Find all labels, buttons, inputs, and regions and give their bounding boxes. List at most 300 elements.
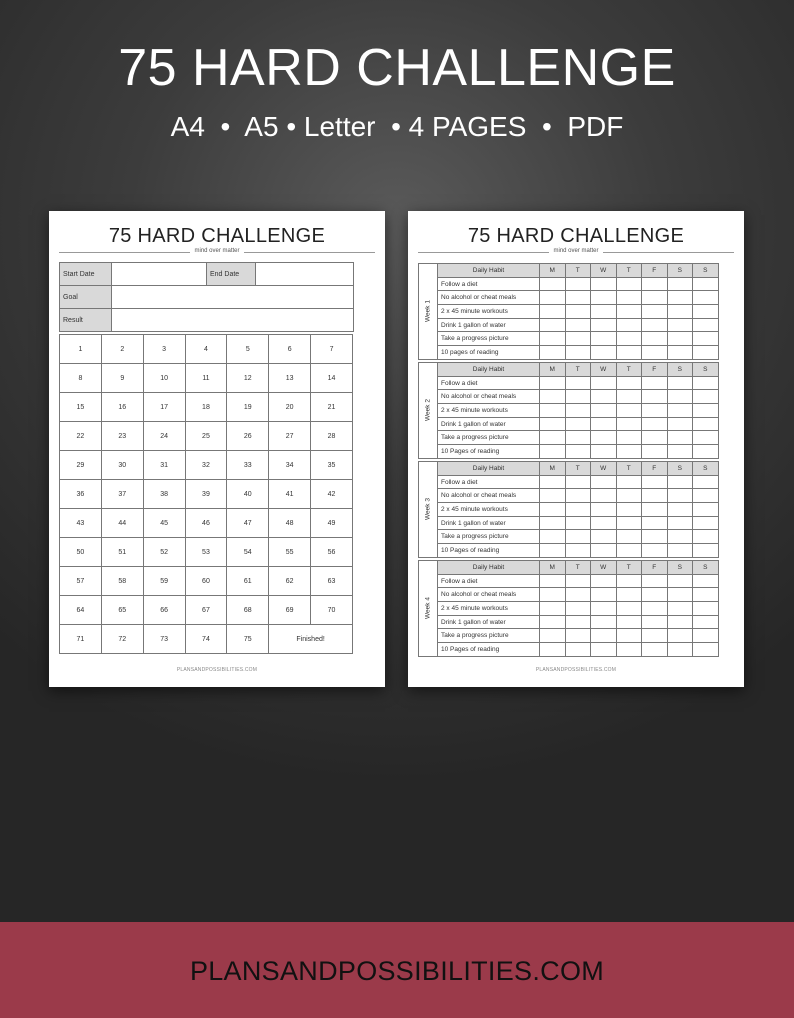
check-cell — [616, 346, 642, 360]
day-cell: 67 — [185, 596, 227, 625]
check-cell — [540, 530, 566, 544]
day-cell: 9 — [101, 364, 143, 393]
table-row — [419, 574, 719, 588]
check-cell — [565, 588, 591, 602]
habit-label: No alcohol or cheat meals — [438, 588, 540, 602]
day-cell: 64 — [60, 596, 102, 625]
check-cell — [667, 503, 693, 517]
table-row — [60, 625, 353, 654]
start-date-label: Start Date — [60, 263, 112, 286]
check-cell — [642, 588, 668, 602]
table-row — [60, 596, 353, 625]
day-cell: 59 — [143, 567, 185, 596]
check-cell — [540, 445, 566, 459]
day-cell: 50 — [60, 538, 102, 567]
habit-label: Drink 1 gallon of water — [438, 318, 540, 332]
check-cell — [693, 503, 719, 517]
check-cell — [667, 489, 693, 503]
day-cell: 1 — [60, 335, 102, 364]
habit-label: Follow a diet — [438, 376, 540, 390]
table-row — [419, 516, 719, 530]
table-row — [419, 643, 719, 657]
check-cell — [616, 332, 642, 346]
check-cell — [540, 291, 566, 305]
check-cell — [616, 390, 642, 404]
habit-column-header: Daily Habit — [438, 363, 540, 377]
day-cell: 65 — [101, 596, 143, 625]
table-row — [419, 404, 719, 418]
check-cell — [616, 516, 642, 530]
goal-label: Goal — [60, 286, 112, 309]
check-cell — [540, 643, 566, 657]
day-cell: 51 — [101, 538, 143, 567]
check-cell — [642, 390, 668, 404]
table-row — [60, 451, 353, 480]
check-cell — [667, 291, 693, 305]
check-cell — [667, 318, 693, 332]
check-cell — [693, 376, 719, 390]
check-cell — [540, 574, 566, 588]
table-row — [419, 431, 719, 445]
check-cell — [642, 277, 668, 291]
days-grid — [59, 334, 353, 654]
check-cell — [616, 404, 642, 418]
check-cell — [642, 431, 668, 445]
check-cell — [667, 305, 693, 319]
check-cell — [565, 489, 591, 503]
day-cell: 62 — [269, 567, 311, 596]
check-cell — [616, 431, 642, 445]
habit-label: 2 x 45 minute workouts — [438, 404, 540, 418]
day-cell: 20 — [269, 393, 311, 422]
check-cell — [591, 516, 617, 530]
check-cell — [616, 615, 642, 629]
check-cell — [693, 574, 719, 588]
day-cell: 72 — [101, 625, 143, 654]
habit-label: Take a progress picture — [438, 629, 540, 643]
check-cell — [540, 602, 566, 616]
day-cell: 21 — [311, 393, 353, 422]
table-row — [60, 538, 353, 567]
check-cell — [565, 390, 591, 404]
check-cell — [667, 431, 693, 445]
check-cell — [540, 516, 566, 530]
week-label: Week 4 — [424, 597, 432, 620]
table-row — [60, 509, 353, 538]
check-cell — [667, 346, 693, 360]
page-footer: PLANSANDPOSSIBILITIES.COM — [535, 667, 617, 673]
check-cell — [565, 431, 591, 445]
table-row — [419, 544, 719, 558]
check-cell — [565, 475, 591, 489]
check-cell — [591, 602, 617, 616]
end-date-field — [256, 263, 354, 286]
check-cell — [693, 318, 719, 332]
table-row — [419, 390, 719, 404]
day-cell: 12 — [227, 364, 269, 393]
day-column-header: S — [693, 462, 719, 476]
day-cell: 4 — [185, 335, 227, 364]
day-cell: 49 — [311, 509, 353, 538]
check-cell — [565, 318, 591, 332]
table-row — [419, 588, 719, 602]
day-cell: 3 — [143, 335, 185, 364]
day-column-header: T — [616, 462, 642, 476]
check-cell — [693, 588, 719, 602]
check-cell — [540, 489, 566, 503]
page-title: 75 HARD CHALLENGE — [108, 225, 326, 247]
habit-label: 10 pages of reading — [438, 346, 540, 360]
check-cell — [591, 629, 617, 643]
check-cell — [591, 346, 617, 360]
table-row — [60, 567, 353, 596]
table-row — [60, 422, 353, 451]
day-cell: 32 — [185, 451, 227, 480]
habit-label: Follow a diet — [438, 277, 540, 291]
day-column-header: M — [540, 462, 566, 476]
check-cell — [540, 588, 566, 602]
day-cell: 57 — [60, 567, 102, 596]
day-column-header: S — [693, 264, 719, 278]
table-row — [419, 277, 719, 291]
day-cell: 2 — [101, 335, 143, 364]
tagline: mind over matter — [408, 248, 744, 254]
day-cell: 11 — [185, 364, 227, 393]
table-row — [419, 318, 719, 332]
check-cell — [642, 376, 668, 390]
goal-field — [112, 286, 354, 309]
habit-label: Take a progress picture — [438, 431, 540, 445]
check-cell — [667, 475, 693, 489]
habit-label: No alcohol or cheat meals — [438, 489, 540, 503]
table-row — [419, 503, 719, 517]
check-cell — [642, 404, 668, 418]
check-cell — [667, 602, 693, 616]
check-cell — [693, 445, 719, 459]
check-cell — [693, 516, 719, 530]
check-cell — [540, 277, 566, 291]
week-label: Week 2 — [424, 399, 432, 422]
check-cell — [642, 574, 668, 588]
check-cell — [693, 332, 719, 346]
check-cell — [591, 503, 617, 517]
check-cell — [540, 629, 566, 643]
day-column-header: T — [565, 363, 591, 377]
day-cell: 31 — [143, 451, 185, 480]
habit-label: Follow a diet — [438, 574, 540, 588]
check-cell — [565, 503, 591, 517]
table-row — [419, 376, 719, 390]
bottom-banner — [0, 922, 794, 1018]
check-cell — [667, 516, 693, 530]
check-cell — [591, 489, 617, 503]
habit-label: Follow a diet — [438, 475, 540, 489]
day-cell: 63 — [311, 567, 353, 596]
check-cell — [667, 588, 693, 602]
day-column-header: F — [642, 462, 668, 476]
day-column-header: T — [616, 363, 642, 377]
table-row — [419, 305, 719, 319]
habit-page-preview — [408, 211, 744, 687]
day-cell: 17 — [143, 393, 185, 422]
habit-column-header: Daily Habit — [438, 264, 540, 278]
day-column-header: S — [667, 462, 693, 476]
table-row — [419, 346, 719, 360]
day-column-header: S — [693, 561, 719, 575]
day-cell: 16 — [101, 393, 143, 422]
check-cell — [616, 489, 642, 503]
habit-label: 2 x 45 minute workouts — [438, 503, 540, 517]
page-footer: PLANSANDPOSSIBILITIES.COM — [176, 667, 258, 673]
habit-table — [418, 560, 719, 657]
day-column-header: S — [667, 363, 693, 377]
check-cell — [667, 376, 693, 390]
tagline: mind over matter — [49, 248, 385, 254]
check-cell — [693, 431, 719, 445]
day-cell: 48 — [269, 509, 311, 538]
day-cell: 74 — [185, 625, 227, 654]
check-cell — [591, 431, 617, 445]
check-cell — [642, 503, 668, 517]
check-cell — [591, 305, 617, 319]
table-row — [419, 489, 719, 503]
check-cell — [693, 417, 719, 431]
check-cell — [616, 602, 642, 616]
check-cell — [565, 643, 591, 657]
day-column-header: F — [642, 363, 668, 377]
check-cell — [591, 588, 617, 602]
check-cell — [565, 332, 591, 346]
check-cell — [565, 516, 591, 530]
habit-table — [418, 461, 719, 558]
check-cell — [667, 417, 693, 431]
day-column-header: T — [565, 462, 591, 476]
check-cell — [591, 404, 617, 418]
week-label-cell — [419, 462, 438, 558]
table-row — [419, 629, 719, 643]
day-cell: 69 — [269, 596, 311, 625]
day-cell: 44 — [101, 509, 143, 538]
check-cell — [693, 305, 719, 319]
check-cell — [642, 544, 668, 558]
day-column-header: T — [565, 264, 591, 278]
day-column-header: F — [642, 561, 668, 575]
habit-table — [418, 263, 719, 360]
check-cell — [693, 615, 719, 629]
check-cell — [591, 376, 617, 390]
check-cell — [565, 291, 591, 305]
habit-label: 10 Pages of reading — [438, 544, 540, 558]
table-row — [60, 286, 354, 309]
check-cell — [667, 574, 693, 588]
check-cell — [591, 390, 617, 404]
check-cell — [565, 544, 591, 558]
check-cell — [616, 445, 642, 459]
table-header-row — [419, 264, 719, 278]
habit-label: Take a progress picture — [438, 332, 540, 346]
day-cell: 75 — [227, 625, 269, 654]
day-cell: 43 — [60, 509, 102, 538]
check-cell — [591, 615, 617, 629]
check-cell — [693, 489, 719, 503]
check-cell — [565, 574, 591, 588]
check-cell — [616, 291, 642, 305]
day-cell: 40 — [227, 480, 269, 509]
check-cell — [591, 544, 617, 558]
check-cell — [616, 277, 642, 291]
table-row — [60, 335, 353, 364]
table-row — [419, 615, 719, 629]
check-cell — [616, 629, 642, 643]
check-cell — [591, 530, 617, 544]
check-cell — [591, 417, 617, 431]
day-column-header: S — [693, 363, 719, 377]
day-cell: 19 — [227, 393, 269, 422]
check-cell — [642, 318, 668, 332]
table-header-row — [419, 462, 719, 476]
day-column-header: M — [540, 264, 566, 278]
check-cell — [667, 332, 693, 346]
table-row — [419, 291, 719, 305]
day-cell: 38 — [143, 480, 185, 509]
day-cell: 54 — [227, 538, 269, 567]
check-cell — [642, 643, 668, 657]
day-column-header: T — [616, 561, 642, 575]
day-cell: 45 — [143, 509, 185, 538]
hero-title: 75 HARD CHALLENGE — [118, 39, 676, 97]
check-cell — [667, 404, 693, 418]
table-row — [419, 602, 719, 616]
day-cell: 18 — [185, 393, 227, 422]
check-cell — [642, 615, 668, 629]
table-header-row — [419, 363, 719, 377]
day-cell: 42 — [311, 480, 353, 509]
day-cell: 35 — [311, 451, 353, 480]
day-column-header: T — [565, 561, 591, 575]
check-cell — [591, 291, 617, 305]
check-cell — [616, 475, 642, 489]
table-row — [419, 475, 719, 489]
check-cell — [693, 544, 719, 558]
day-cell: 53 — [185, 538, 227, 567]
day-column-header: W — [591, 363, 617, 377]
check-cell — [616, 530, 642, 544]
check-cell — [667, 445, 693, 459]
check-cell — [642, 445, 668, 459]
check-cell — [667, 530, 693, 544]
check-cell — [616, 318, 642, 332]
day-cell: 66 — [143, 596, 185, 625]
day-cell: 22 — [60, 422, 102, 451]
check-cell — [693, 291, 719, 305]
check-cell — [642, 291, 668, 305]
result-label: Result — [60, 309, 112, 332]
table-header-row — [419, 561, 719, 575]
check-cell — [616, 544, 642, 558]
check-cell — [565, 445, 591, 459]
check-cell — [565, 417, 591, 431]
day-cell: 10 — [143, 364, 185, 393]
result-field — [112, 309, 354, 332]
day-cell: 46 — [185, 509, 227, 538]
day-cell: 24 — [143, 422, 185, 451]
check-cell — [667, 277, 693, 291]
check-cell — [642, 305, 668, 319]
check-cell — [540, 332, 566, 346]
check-cell — [540, 544, 566, 558]
day-column-header: F — [642, 264, 668, 278]
check-cell — [565, 602, 591, 616]
check-cell — [642, 346, 668, 360]
day-cell: 68 — [227, 596, 269, 625]
check-cell — [642, 530, 668, 544]
day-cell: 8 — [60, 364, 102, 393]
habit-label: 2 x 45 minute workouts — [438, 602, 540, 616]
check-cell — [693, 346, 719, 360]
day-cell: 71 — [60, 625, 102, 654]
check-cell — [540, 390, 566, 404]
habit-label: Drink 1 gallon of water — [438, 417, 540, 431]
day-cell: 14 — [311, 364, 353, 393]
check-cell — [540, 305, 566, 319]
check-cell — [693, 602, 719, 616]
habit-label: 10 Pages of reading — [438, 643, 540, 657]
check-cell — [565, 629, 591, 643]
check-cell — [565, 615, 591, 629]
habit-label: Drink 1 gallon of water — [438, 516, 540, 530]
check-cell — [540, 318, 566, 332]
day-cell: 15 — [60, 393, 102, 422]
check-cell — [565, 376, 591, 390]
check-cell — [540, 431, 566, 445]
table-row — [60, 364, 353, 393]
check-cell — [616, 643, 642, 657]
check-cell — [616, 503, 642, 517]
day-cell: 13 — [269, 364, 311, 393]
check-cell — [540, 615, 566, 629]
day-column-header: W — [591, 264, 617, 278]
day-column-header: T — [616, 264, 642, 278]
check-cell — [591, 475, 617, 489]
day-cell: 23 — [101, 422, 143, 451]
day-cell: 61 — [227, 567, 269, 596]
finished-cell: Finished! — [269, 625, 353, 654]
check-cell — [642, 516, 668, 530]
hero-subtitle: A4 • A5 • Letter • 4 PAGES • PDF — [170, 111, 624, 142]
table-row — [419, 332, 719, 346]
check-cell — [591, 574, 617, 588]
day-column-header: M — [540, 363, 566, 377]
check-cell — [693, 277, 719, 291]
week-label-cell — [419, 264, 438, 360]
habit-label: No alcohol or cheat meals — [438, 291, 540, 305]
habit-label: No alcohol or cheat meals — [438, 390, 540, 404]
table-row — [419, 530, 719, 544]
check-cell — [565, 404, 591, 418]
check-cell — [616, 376, 642, 390]
day-cell: 55 — [269, 538, 311, 567]
table-row — [419, 417, 719, 431]
habit-label: Drink 1 gallon of water — [438, 615, 540, 629]
day-cell: 52 — [143, 538, 185, 567]
day-cell: 58 — [101, 567, 143, 596]
check-cell — [642, 332, 668, 346]
check-cell — [667, 544, 693, 558]
day-cell: 29 — [60, 451, 102, 480]
day-cell: 7 — [311, 335, 353, 364]
day-cell: 28 — [311, 422, 353, 451]
day-cell: 41 — [269, 480, 311, 509]
